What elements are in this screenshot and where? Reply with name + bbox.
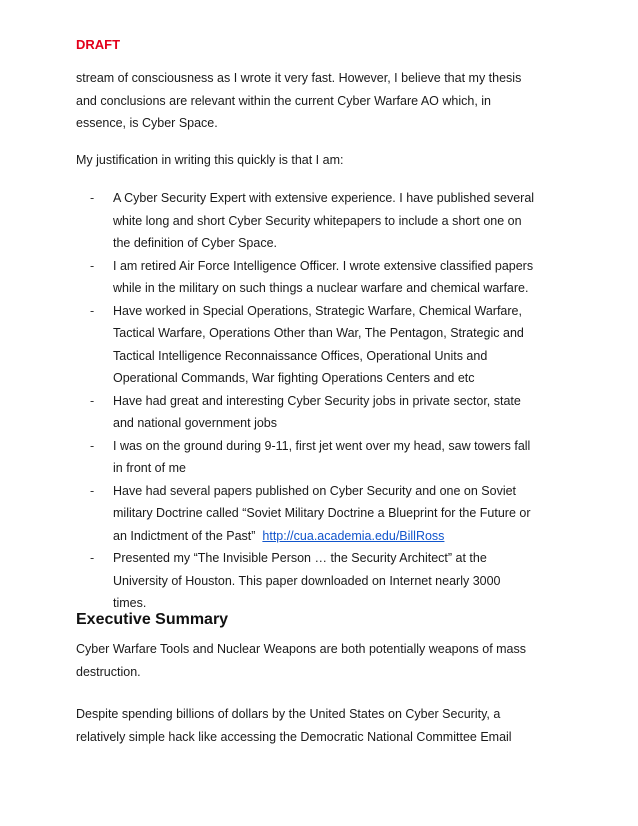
list-item xyxy=(76,480,576,548)
list-item-line: the definition of Cyber Space. xyxy=(113,236,277,250)
executive-summary-paragraph-2 xyxy=(76,703,576,748)
academia-profile-link[interactable]: http://cua.academia.edu/BillRoss xyxy=(262,528,445,543)
intro-line: stream of consciousness as I wrote it very fast. However, I believe that my thesis xyxy=(76,71,522,85)
list-item-line: I was on the ground during 9-11, first jet went over my head, saw towers fall xyxy=(113,438,531,453)
paragraph-line: destruction. xyxy=(76,664,141,679)
draft-label: DRAFT xyxy=(76,37,121,52)
qualifications-list xyxy=(76,187,576,615)
list-item-line: white long and short Cyber Security whitepapers to include a short one on xyxy=(113,213,522,228)
list-item-line: Have had great and interesting Cyber Security jobs in private sector, state xyxy=(113,393,521,408)
list-item-line: in front of me xyxy=(113,461,186,475)
list-item-line: times. xyxy=(113,596,147,610)
paragraph-line: Cyber Warfare Tools and Nuclear Weapons are both potentially weapons of mass xyxy=(76,642,527,656)
list-item-line: Tactical Warfare, Operations Other than War, The Pentagon, Strategic and xyxy=(113,326,524,340)
list-item-line: I am retired Air Force Intelligence Officer. I wrote extensive classified papers xyxy=(113,258,534,273)
executive-summary-paragraph-1 xyxy=(76,638,576,683)
bullet-dash: - xyxy=(90,551,95,565)
list-item-line-with-link xyxy=(113,525,576,548)
justification-paragraph: My justification in writing this quickly is that I am: xyxy=(76,153,344,167)
paragraph-line: Despite spending billions of dollars by the United States on Cyber Security, a xyxy=(76,707,501,721)
list-item-line: University of Houston. This paper downloaded on Internet nearly 3000 xyxy=(113,573,501,588)
list-item-text: an Indictment of the Past” xyxy=(113,528,263,543)
list-item xyxy=(76,300,576,390)
list-item-line: A Cyber Security Expert with extensive experience. I have published several xyxy=(113,191,535,205)
bullet-dash: - xyxy=(90,438,95,453)
bullet-dash: - xyxy=(90,191,95,205)
list-item-line: while in the military on such things a nuclear warfare and chemical warfare. xyxy=(113,281,529,295)
paragraph-line: relatively simple hack like accessing the Democratic National Committee Email xyxy=(76,729,512,744)
list-item-line: Tactical Intelligence Reconnaissance Offices, Operational Units and xyxy=(113,348,488,363)
list-item-line: Have worked in Special Operations, Strategic Warfare, Chemical Warfare, xyxy=(113,303,522,318)
intro-line: and conclusions are relevant within the current Cyber Warfare AO which, in xyxy=(76,93,492,108)
bullet-dash: - xyxy=(90,483,95,498)
list-item xyxy=(76,187,576,255)
list-item-line: Have had several papers published on Cyber Security and one on Soviet xyxy=(113,483,517,498)
list-item-line: Presented my “The Invisible Person … the Security Architect” at the xyxy=(113,551,487,565)
list-item xyxy=(76,435,576,480)
list-item xyxy=(76,547,576,615)
list-item xyxy=(76,255,576,300)
list-item-line: Operational Commands, War fighting Operations Centers and etc xyxy=(113,371,475,385)
list-item-line: military Doctrine called “Soviet Military Doctrine a Blueprint for the Future or xyxy=(113,506,531,520)
executive-summary-heading: Executive Summary xyxy=(76,611,229,628)
bullet-dash: - xyxy=(90,393,95,408)
bullet-dash: - xyxy=(90,258,95,273)
list-item-line: and national government jobs xyxy=(113,416,278,430)
list-item xyxy=(76,390,576,435)
intro-paragraph xyxy=(76,67,576,135)
bullet-dash: - xyxy=(90,303,95,318)
intro-line: essence, is Cyber Space. xyxy=(76,116,218,130)
